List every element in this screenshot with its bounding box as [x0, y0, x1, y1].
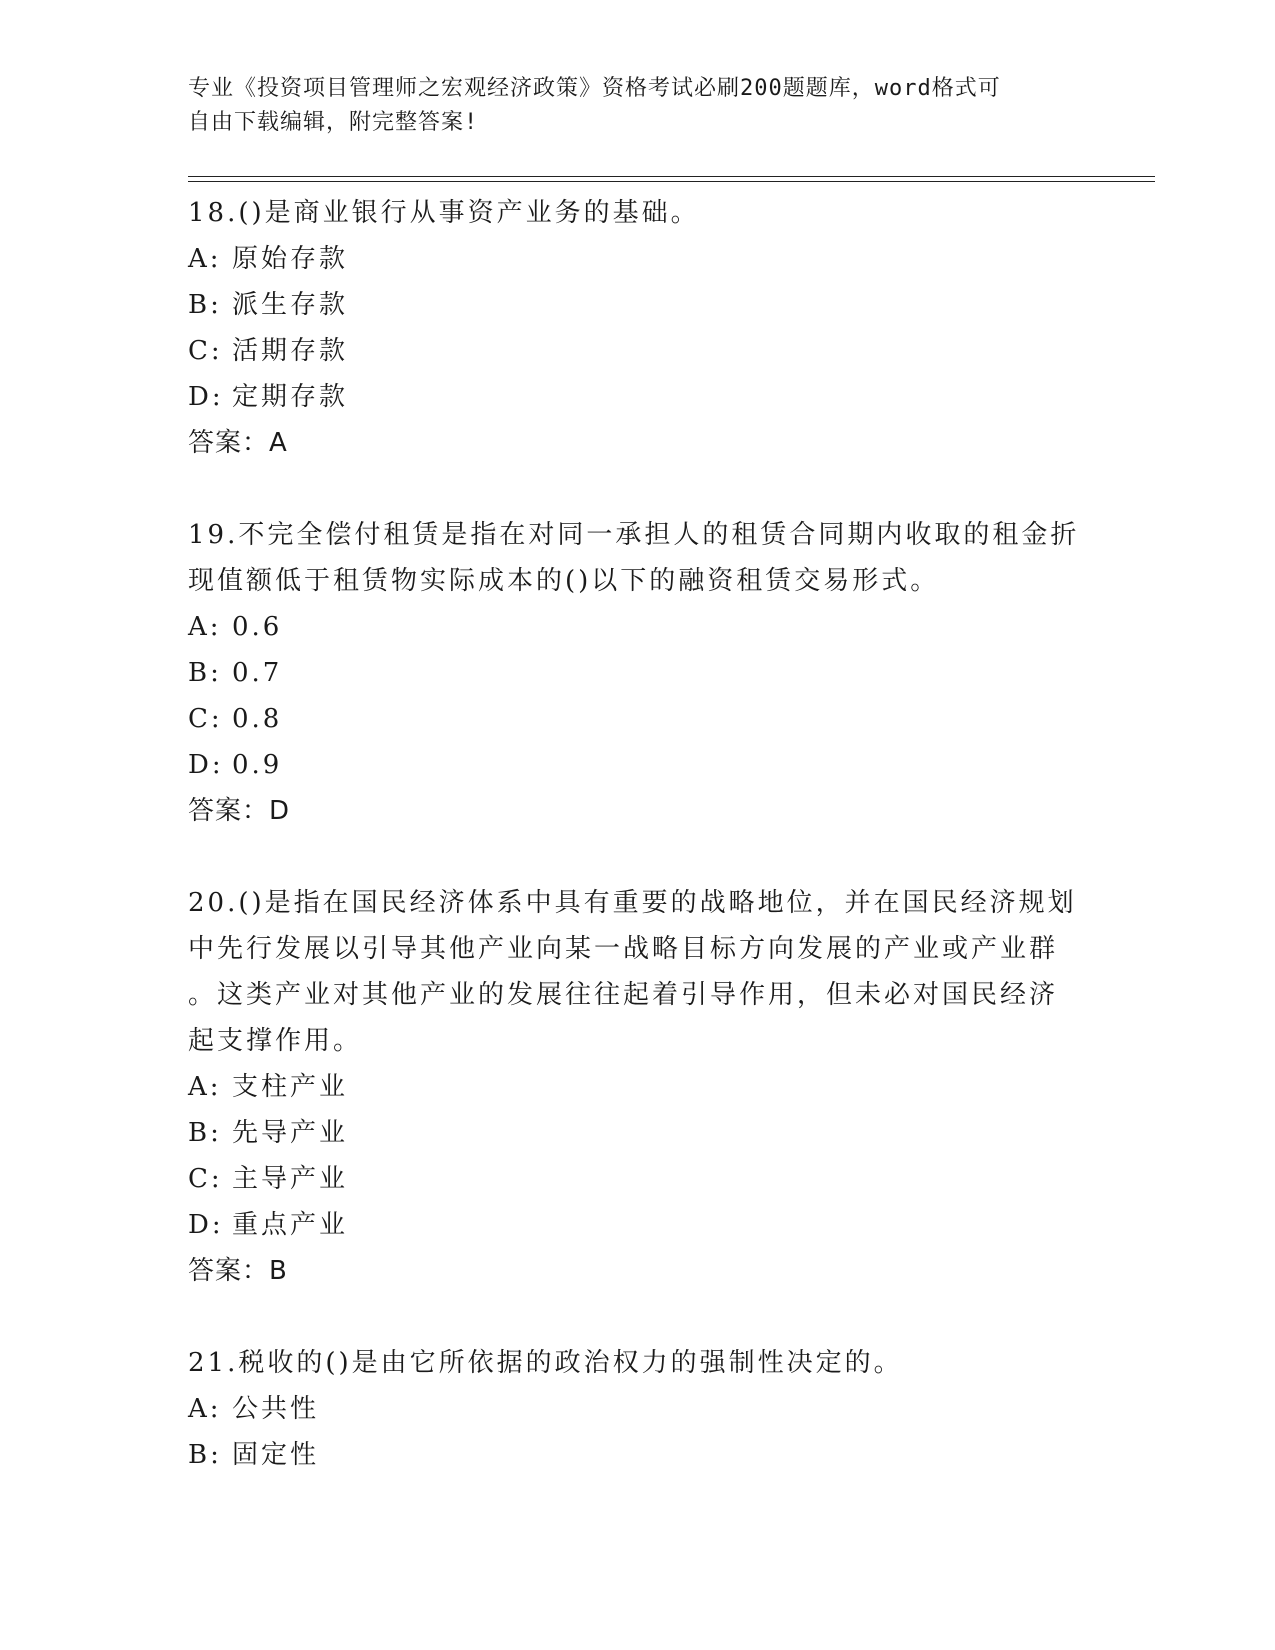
option-key: A: — [188, 244, 222, 274]
option-d — [188, 374, 1088, 420]
option-d — [188, 1202, 1088, 1248]
option-text: 公共性 — [232, 1394, 320, 1424]
option-key: D: — [188, 382, 224, 412]
question-stem-line-3: 。这类产业对其他产业的发展往往起着引导作用，但未必对国民经济 — [188, 980, 1059, 1010]
question-stem: 21.税收的()是由它所依据的政治权力的强制性决定的。 — [188, 1348, 903, 1378]
option-text: 0.9 — [232, 750, 283, 780]
option-text: 0.7 — [232, 658, 283, 688]
option-a — [188, 1064, 1088, 1110]
option-text: 0.6 — [232, 612, 283, 642]
document-header — [188, 72, 1068, 140]
option-b — [188, 1432, 1088, 1478]
question-stem-line-2: 中先行发展以引导其他产业向某一战略目标方向发展的产业或产业群 — [188, 934, 1059, 964]
option-key: B: — [188, 658, 222, 688]
option-text: 固定性 — [232, 1440, 320, 1470]
question-18 — [188, 190, 1088, 466]
option-d — [188, 742, 1088, 788]
option-key: B: — [188, 290, 222, 320]
option-b — [188, 282, 1088, 328]
option-key: C: — [188, 336, 223, 366]
question-stem-line-1: 20.()是指在国民经济体系中具有重要的战略地位，并在国民经济规划 — [188, 888, 1077, 918]
header-line-1: 专业《投资项目管理师之宏观经济政策》资格考试必刷200题题库，word格式可 — [188, 76, 1001, 101]
option-text: 定期存款 — [232, 382, 349, 412]
spacer — [188, 466, 1088, 512]
question-20 — [188, 880, 1088, 1294]
option-c — [188, 1156, 1088, 1202]
question-list — [188, 190, 1088, 1478]
option-key: A: — [188, 1072, 222, 1102]
option-text: 原始存款 — [232, 244, 349, 274]
option-text: 活期存款 — [232, 336, 349, 366]
answer-line: 答案：D — [188, 796, 291, 826]
option-key: D: — [188, 750, 224, 780]
option-a — [188, 1386, 1088, 1432]
option-key: A: — [188, 612, 222, 642]
header-line-2: 自由下载编辑，附完整答案! — [188, 110, 479, 135]
question-stem-line-1: 19.不完全偿付租赁是指在对同一承担人的租赁合同期内收取的租金折 — [188, 520, 1080, 550]
option-key: C: — [188, 1164, 223, 1194]
answer-line: 答案：A — [188, 428, 288, 458]
spacer — [188, 834, 1088, 880]
option-text: 0.8 — [232, 704, 283, 734]
question-stem-line-4: 起支撑作用。 — [188, 1026, 363, 1056]
option-text: 支柱产业 — [232, 1072, 349, 1102]
option-c — [188, 328, 1088, 374]
option-key: B: — [188, 1440, 222, 1470]
option-key: D: — [188, 1210, 224, 1240]
question-stem-line-2: 现值额低于租赁物实际成本的()以下的融资租赁交易形式。 — [188, 566, 940, 596]
option-c — [188, 696, 1088, 742]
option-b — [188, 1110, 1088, 1156]
option-key: C: — [188, 704, 223, 734]
option-text: 先导产业 — [232, 1118, 349, 1148]
answer-line: 答案：B — [188, 1256, 288, 1286]
option-b — [188, 650, 1088, 696]
header-divider-bottom — [188, 181, 1155, 182]
option-a — [188, 236, 1088, 282]
option-key: B: — [188, 1118, 222, 1148]
question-stem: 18.()是商业银行从事资产业务的基础。 — [188, 198, 700, 228]
question-19 — [188, 512, 1088, 834]
option-text: 主导产业 — [232, 1164, 349, 1194]
header-divider-top — [188, 176, 1155, 177]
option-text: 派生存款 — [232, 290, 349, 320]
spacer — [188, 1294, 1088, 1340]
option-a — [188, 604, 1088, 650]
option-text: 重点产业 — [232, 1210, 349, 1240]
option-key: A: — [188, 1394, 222, 1424]
question-21 — [188, 1340, 1088, 1478]
